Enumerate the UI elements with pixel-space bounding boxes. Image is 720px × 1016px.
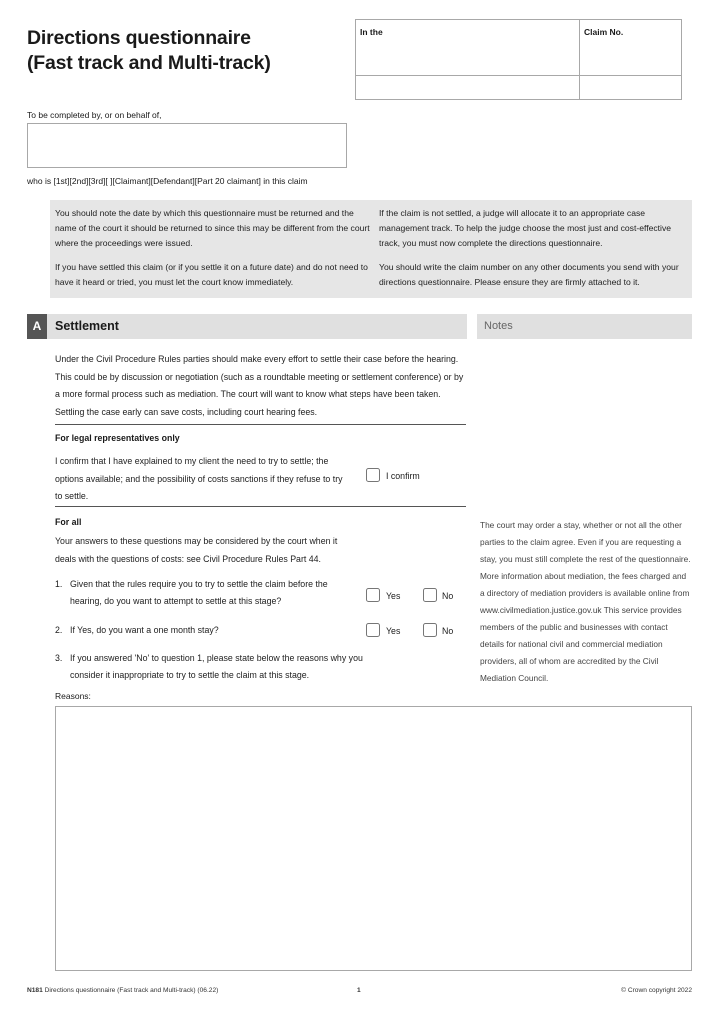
info-right-paragraph-2: You should write the claim number on any other documents you send with your directions questionnaire. Please ensure they are firmly attached to it. xyxy=(379,262,679,287)
for-all-text: Your answers to these questions may be considered by the court when it deals with the questions of costs: see Civil Procedure Rules Part 44. xyxy=(55,536,338,564)
notes-title: Notes xyxy=(484,320,513,332)
settlement-intro: Under the Civil Procedure Rules parties should make every effort to settle their case before the hearing. This could be by discussion or negotiation (such as a roundtable meeting or settlement conference) or by a more formal process such as mediation. The court will want to know what steps have been taken. Settling the case early can save costs, including court hearing fees. xyxy=(55,354,464,417)
question-3-number: 3. xyxy=(55,653,63,663)
party-role-line: who is [1st][2nd][3rd][ ][Claimant][Defendant][Part 20 claimant] in this claim xyxy=(27,176,308,186)
question-1-number: 1. xyxy=(55,579,63,589)
info-right-paragraph-1: If the claim is not settled, a judge will allocate it to an appropriate case management track. To help the judge choose the most just and cost-effective track, you must now complete the directions questionnaire. xyxy=(379,208,672,248)
question-2-no-label: No xyxy=(442,626,454,636)
completed-by-label: To be completed by, or on behalf of, xyxy=(27,110,162,120)
question-1-text: Given that the rules require you to try to settle the claim before the hearing, do you want to attempt to settle at this stage? xyxy=(70,579,328,606)
guidance-info-box xyxy=(50,200,692,298)
claim-number-field[interactable] xyxy=(582,42,680,72)
i-confirm-label: I confirm xyxy=(386,471,420,481)
form-title xyxy=(27,26,271,76)
info-left-paragraph-2: If you have settled this claim (or if you settle it on a future date) and do not need to have it heard or tried, you must let the court know immediately. xyxy=(55,262,368,287)
court-box-divider-horizontal xyxy=(356,75,681,76)
question-2-yes-label: Yes xyxy=(386,626,401,636)
legal-reps-heading: For legal representatives only xyxy=(55,433,180,443)
question-3-text: If you answered 'No' to question 1, please state below the reasons why you consider it inappropriate to try to settle the claim at this stage. xyxy=(70,653,363,680)
for-all-heading: For all xyxy=(55,517,82,527)
question-1-yes-label: Yes xyxy=(386,591,401,601)
info-left-paragraph-1: You should note the date by which this questionnaire must be returned and the name of the court it should be returned to since this may be different from the court where the proceedings were issued. xyxy=(55,208,370,248)
reasons-label: Reasons: xyxy=(55,691,91,701)
footer-form-reference xyxy=(27,986,218,995)
section-a-letter: A xyxy=(27,314,47,339)
reasons-textarea[interactable] xyxy=(55,706,692,971)
court-box-divider-vertical xyxy=(579,20,580,99)
i-confirm-checkbox[interactable] xyxy=(366,468,380,482)
question-1-no-label: No xyxy=(442,591,454,601)
question-2-text: If Yes, do you want a one month stay? xyxy=(70,625,219,635)
in-the-label: In the xyxy=(360,27,383,37)
divider-rule xyxy=(55,424,466,425)
question-1-yes-checkbox[interactable] xyxy=(366,588,380,602)
question-2-number: 2. xyxy=(55,625,63,635)
form-title-line2: (Fast track and Multi-track) xyxy=(27,52,271,74)
divider-rule xyxy=(55,506,466,507)
question-1-no-checkbox[interactable] xyxy=(423,588,437,602)
claim-no-label: Claim No. xyxy=(584,27,624,37)
court-claim-box xyxy=(355,19,682,100)
form-title-line1: Directions questionnaire xyxy=(27,27,251,49)
footer-form-code: N181 xyxy=(27,987,43,994)
question-2-no-checkbox[interactable] xyxy=(423,623,437,637)
section-a-title: Settlement xyxy=(55,319,119,333)
notes-text: The court may order a stay, whether or not all the other parties to the claim agree. Even if you are requesting a stay, you must still complete the rest of the questionnaire. More information about mediation, the fees charged and a directory of mediation providers is available online from www.civilmediation.justice.gov.uk This service provides members of the public and businesses with contact details for national civil and commercial mediation providers, all of whom are accredited by the Civil Mediation Council. xyxy=(480,520,691,683)
question-2-yes-checkbox[interactable] xyxy=(366,623,380,637)
footer-page-number: 1 xyxy=(357,987,361,994)
footer-form-name: Directions questionnaire (Fast track and Multi-track) (06.22) xyxy=(44,987,219,994)
court-name-field[interactable] xyxy=(358,42,576,72)
completed-by-field[interactable] xyxy=(27,123,347,168)
footer-copyright: © Crown copyright 2022 xyxy=(621,987,692,994)
confirm-statement: I confirm that I have explained to my client the need to try to settle; the options available; and the possibility of costs sanctions if they refuse to try to settle. xyxy=(55,456,343,501)
